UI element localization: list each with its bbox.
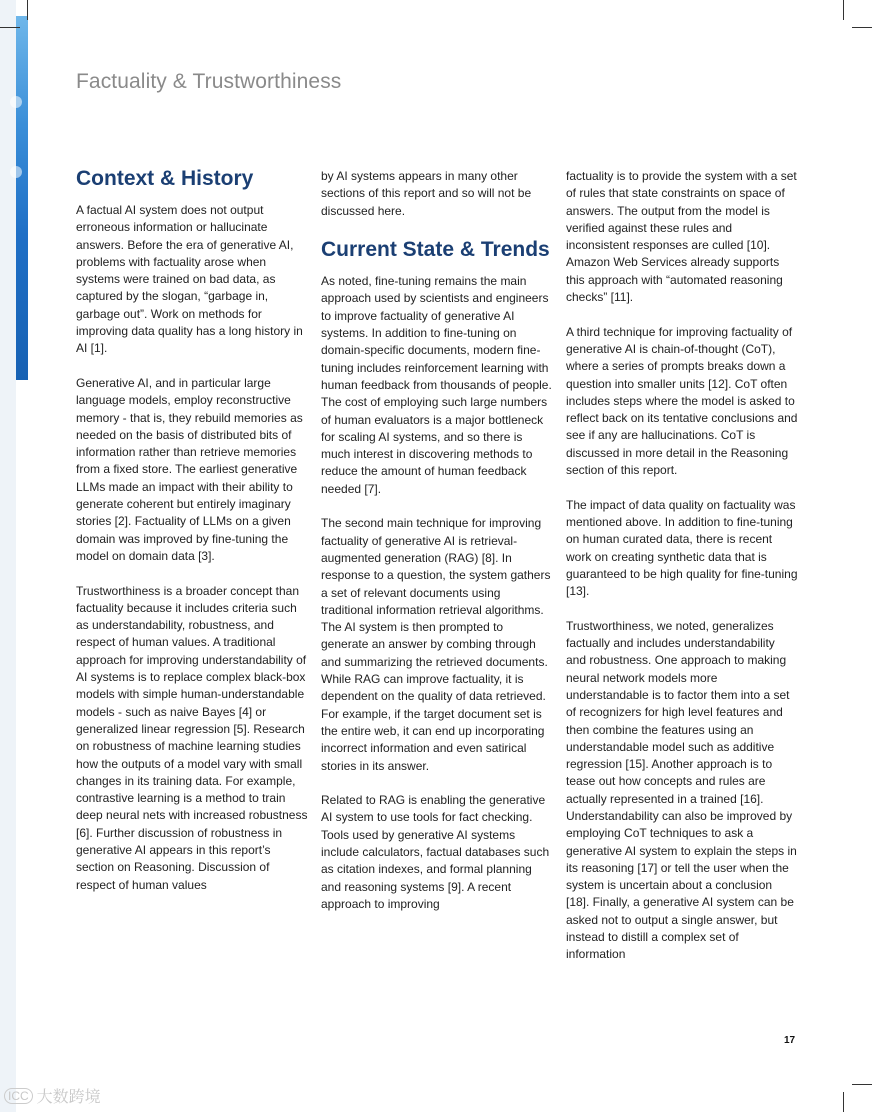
paragraph: As noted, fine-tuning remains the main approach used by scientists and engineers to improve factuality of generative AI systems. In addition to fine-tuning on domain-specific documents, modern fine-tuning includes reinforcement learning with human feedback from thousands of people. The cost of employing such large numbers of human evaluators is a major bottleneck for scaling AI systems, and so there is much interest in discovering methods to reduce the amount of human feedback needed [7]. xyxy=(321,274,552,496)
decorative-accent-bar xyxy=(16,16,28,380)
column-3 xyxy=(566,168,798,981)
heading-context-history: Context & History xyxy=(76,167,254,190)
crop-mark xyxy=(843,0,844,20)
paragraph: Trustworthiness, we noted, generalizes factually and includes understandability and robustness. One approach to making neural network models more understandable is to factor them into a set of recognizers for high level features and then combine the features using an understandable model such as additive regression [15]. Another approach is to tease out how concepts and rules are actually represented in a trained [16]. Understandability can also be improved by employing CoT techniques to ask a generative AI system to explain the steps in its reasoning [17] or tell the user when the system is uncertain about a conclusion [18]. Finally, a generative AI system can be asked not to output a single answer, but instead to distill a complex set of information xyxy=(566,618,797,962)
crop-mark xyxy=(0,27,20,28)
crop-mark xyxy=(843,1092,844,1112)
paragraph: factuality is to provide the system with a set of rules that state constraints on space of answers. The output from the model is verified against these rules and inconsistent responses are culled [10]. Amazon Web Services already supports this approach with “automated reasoning checks” [11]. xyxy=(566,169,797,305)
crop-mark xyxy=(852,1084,872,1085)
heading-current-state-trends: Current State & Trends xyxy=(321,238,550,262)
column-2 xyxy=(321,168,553,930)
paragraph: Related to RAG is enabling the generative AI system to use tools for fact checking. Tools used by generative AI systems include calculators, factual databases such as citation indexes, and formal planning and reasoning systems [9]. A recent approach to improving xyxy=(321,793,550,911)
paragraph: Generative AI, and in particular large language models, employ reconstructive memory - that is, they rebuild memories as needed on the basis of distributed bits of information rather than retrieve memories from a fixed store. The earliest generative LLMs made an impact with their ability to generate coherent but entirely imaginary stories [2]. Factuality of LLMs on a given domain was improved by fine-tuning the model on domain data [3]. xyxy=(76,375,303,563)
crop-mark xyxy=(27,0,28,20)
watermark-logo-icon: ICC xyxy=(4,1088,33,1104)
paragraph: A factual AI system does not output erroneous information or hallucinate answers. Before the era of generative AI, problems with factuality arose when systems were trained on bad data, as captured by the slogan, “garbage in, garbage out”. Work on methods for improving data quality has a long history in AI [1]. xyxy=(76,203,303,356)
page-number: 17 xyxy=(784,1035,796,1046)
watermark-text: 大数跨境 xyxy=(36,1089,101,1106)
paragraph: Trustworthiness is a broader concept than factuality because it includes criteria such as understandability, robustness, and respect of human values. A traditional approach for improving understandability of AI systems is to replace complex black-box models with simple human-understandable models - such as naive Bayes [4] or generalized linear regression [5]. Research on robustness of machine learning studies how the outputs of a model vary with small changes in its training data. For example, contrastive learning is a method to train deep neural nets with increased robustness [6]. Further discussion of robustness in generative AI appears in this report’s section on Reasoning. Discussion of respect of human values xyxy=(76,583,308,892)
paragraph: by AI systems appears in many other sections of this report and so will not be discussed here. xyxy=(321,169,532,218)
paragraph: A third technique for improving factuality of generative AI is chain-of-thought (CoT), where a series of prompts breaks down a question into smaller units [12]. CoT often includes steps where the model is asked to reflect back on its tentative conclusions and see if any are hallucinations. CoT is discussed in more detail in the Reasoning section of this report. xyxy=(566,324,798,478)
section-header: Factuality & Trustworthiness xyxy=(76,70,342,93)
paragraph: The second main technique for improving factuality of generative AI is retrieval-augmented generation (RAG) [8]. In response to a question, the system gathers a set of relevant documents using traditional information retrieval algorithms. The AI system is then prompted to generate an answer by combing through and summarizing the retrieved documents. While RAG can improve factuality, it is dependent on the quality of data retrieved. For example, if the target document set is the entire web, it can end up incorporating incorrect information and even satirical stories in its answer. xyxy=(321,516,551,773)
paragraph: The impact of data quality on factuality was mentioned above. In addition to fine-tuning on human curated data, there is recent work on creating synthetic data that is guaranteed to be high quality for fine-tuning [13]. xyxy=(566,497,798,599)
watermark xyxy=(4,1084,101,1107)
column-1 xyxy=(76,166,308,911)
crop-mark xyxy=(852,27,872,28)
